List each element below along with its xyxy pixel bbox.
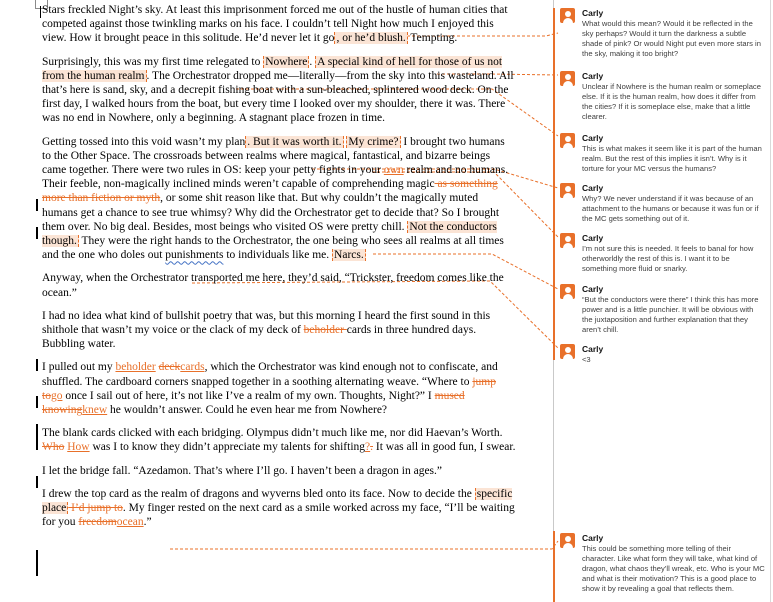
comment-text: What would this mean? Would it be reflected in the sky perhaps? Would it turn the darkness a subtle shade of pink? Or would Night put even more stars in the sky, making it too bright? [582,19,761,58]
text-run: was I to know they didn’t appreciate my talents for shifting [89,441,366,454]
comments-panel [553,0,773,602]
comment-anchor-highlight[interactable]: My crime? [348,135,399,148]
comment-anchor-highlight[interactable]: specific place [42,487,513,515]
text-run: realm and no humans. Their feeble, non-magically inclined minds weren’t capable of comprehending magic [42,164,509,191]
comment-text: This is what makes it seem like it is part of the human realm. But the rest of this implies it isn’t. Why is it torture for your MC versus the humans? [582,144,762,173]
paragraph [42,55,516,126]
misspelled-word[interactable]: punishments [165,249,224,262]
user-avatar-icon [560,133,575,148]
changed-line-bar [36,227,38,239]
paragraph [42,271,516,299]
user-avatar-icon [560,233,575,248]
comment-anchor-highlight[interactable]: Not the conductors though. [42,220,497,248]
text-run: , which the Orchestrator was kind enough not to confiscate, and shuffled. The cardboard corners snapped together in a soothing alternating weave. “Where to [42,361,498,388]
user-avatar-icon [560,344,575,359]
deleted-text[interactable]: beholder [303,324,347,337]
user-avatar-icon [560,183,575,198]
text-cursor [40,6,41,18]
revision-line [553,8,555,360]
comment-card[interactable] [560,533,765,594]
user-avatar-icon [560,284,575,299]
comment-card[interactable] [560,344,760,365]
changed-line-bar [36,476,38,488]
paragraph [42,3,516,46]
comment-author: Carly [582,533,604,543]
deleted-text[interactable]: freedom [78,516,117,529]
paragraph [42,135,516,263]
deleted-text[interactable]: deck [158,361,181,374]
comment-text: This could be something more telling of their character. Like what form they will take, what kind of dragon, what chaos they’ll wreak, etc. Who is your MC and what is their motivation? This is a good place to show it by revealing a goal that reflects them. [582,544,765,593]
changed-line-bar [36,359,38,371]
comment-anchor-highlight[interactable]: Nowhere [265,55,308,68]
comment-text: “But the conductors were there” I think this has more power and is a little punchier. It will be obvious with the juxtaposition and further explanation that they aren’t chill. [582,295,759,334]
text-run: I brought two humans to the Other Space. The crossroads between realms where magical, fantastical, and bizarre beings came together. There were two rules in OS: keep your petty fights in your [42,135,505,177]
text-run: .” [143,516,152,529]
text-run: It was all in good fun, I swear. [373,441,516,454]
deleted-text[interactable]: as something more than fiction or myth [42,178,498,205]
comment-text: I’m not sure this is needed. It feels to banal for how otherworldly the rest of this is. I want it to be something more fluid or snarky. [582,244,754,273]
text-run: I had no idea what kind of bullshit poetry that was, but this morning I heard the first sound in this shithole that wasn’t my voice or the clack of my deck of [42,309,491,337]
text-run: . My finger rested on the next card as a smile worked across my face, “I’ll be waiting for you [42,502,515,529]
inserted-text[interactable]: ocean [116,516,144,529]
text-run: Getting tossed into this void wasn’t my plan [42,135,246,148]
paragraph [42,464,516,478]
comment-card[interactable] [560,8,760,59]
inserted-text[interactable]: go [50,389,63,402]
document-text[interactable] [42,3,516,539]
text-run: Surprisingly, this was my first time relegated to [42,55,264,68]
comment-author: Carly [582,233,604,243]
text-run: The blank cards clicked with each bridging. Olympus didn’t much like me, nor did Haevan’s Worth. [42,427,503,440]
user-avatar-icon [560,533,575,548]
comment-text: Unclear if Nowhere is the human realm or someplace else. If it is the human realm, how does it differ from the cities? If it is someplace else, make that a little clearer. [582,82,761,121]
changed-line-bar [36,550,38,576]
inserted-text[interactable]: knew [82,404,108,417]
comment-anchor-highlight[interactable]: , or he’d blush. [336,32,406,45]
comment-author: Carly [582,133,604,143]
deleted-text[interactable]: jump to [42,375,496,402]
comment-card[interactable] [560,183,760,224]
inserted-text[interactable]: own [383,164,404,177]
inserted-text[interactable]: cards [180,361,205,374]
text-run: Tempting. [407,32,458,45]
comment-card[interactable] [560,284,760,335]
comment-card[interactable] [560,71,760,122]
changed-line-bar [36,396,38,408]
comment-author: Carly [582,344,604,354]
user-avatar-icon [560,8,575,23]
comment-author: Carly [582,8,604,18]
text-run: , or some shit reason like that. But why couldn’t the magically muted humans get a chance to see true whimsy? Why did the Orchestrator get to decide that? So I brought them over. No big deal. Besides, most beings who visited OS were pretty chill. [42,192,500,233]
comment-anchor-highlight[interactable]: A special kind of hell for those of us not from the human realm [42,55,503,82]
deleted-text[interactable]: . [370,441,373,454]
text-run: Anyway, when the Orchestrator transported me here, they’d said, “Trickster, freedom comes like the ocean.” [42,272,504,299]
paragraph [42,360,516,417]
inserted-text[interactable]: How [67,441,90,454]
text-run: he wouldn’t answer. Could he even hear me from Nowhere? [107,404,388,417]
paragraph [42,309,516,352]
deleted-text[interactable]: mused knowing [42,389,465,417]
revision-line [553,531,555,602]
text-run: cards in three hundred days. Bubbling water. [42,324,477,351]
comment-text: <3 [582,355,591,364]
text-run: . [309,55,316,68]
text-run: I let the bridge fall. “Azedamon. That’s where I’ll go. I haven’t been a dragon in ages.” [42,464,443,477]
comment-card[interactable] [560,133,760,174]
comment-anchor-highlight[interactable]: . But it was worth it. [247,135,342,148]
paragraph [42,487,516,530]
comment-author: Carly [582,71,604,81]
comment-author: Carly [582,183,604,193]
changed-line-bar [36,424,38,450]
deleted-text[interactable]: Who [42,441,65,454]
paragraph [42,426,516,454]
user-avatar-icon [560,71,575,86]
panel-border [770,0,771,602]
comment-card[interactable] [560,233,760,274]
comment-author: Carly [582,284,604,294]
text-run: I drew the top card as the realm of dragons and wyverns bled onto its face. Now to decide the [42,487,475,500]
text-run: once I sail out of here, it’s not like I’ve a realm of my own. Thoughts, Night?” I [62,389,435,402]
comment-text: Why? We never understand if it was because of an attachment to the humans or because it was fun or if the MC gets something out of it. [582,194,759,223]
text-run: They were the right hands to the Orchestrator, the one being who sees all realms at all times and the one who doles out [42,235,504,262]
text-run: . The Orchestrator dropped me—literally—from the sky into this wasteland. All that’s here is sand, sky, and a decrepit fishing boat with a sun-bleached, splintered wood deck. On the first day, I walked hours from the boat, but every time I looked over my shoulder, there it was. There was no end in Nowhere, only a beginning. A stagnant place frozen in time. [42,69,514,125]
deleted-text[interactable]: I’d jump to [68,502,123,515]
inserted-text[interactable]: beholder [115,361,156,374]
inserted-text[interactable]: ? [365,441,371,454]
text-run: I pulled out my [42,361,116,374]
changed-line-bar [36,199,38,211]
comment-anchor-highlight[interactable]: Narcs. [334,249,364,262]
text-run: Stars freckled Night’s sky. At least this imprisonment forced me out of the hustle of human cities that competed against those twinkling marks on his face. I couldn’t tell Night how much I enjoyed this view. How it brought peace in this solitude. He’d never let it go [42,4,508,45]
text-run: to individuals like me. [223,249,333,262]
